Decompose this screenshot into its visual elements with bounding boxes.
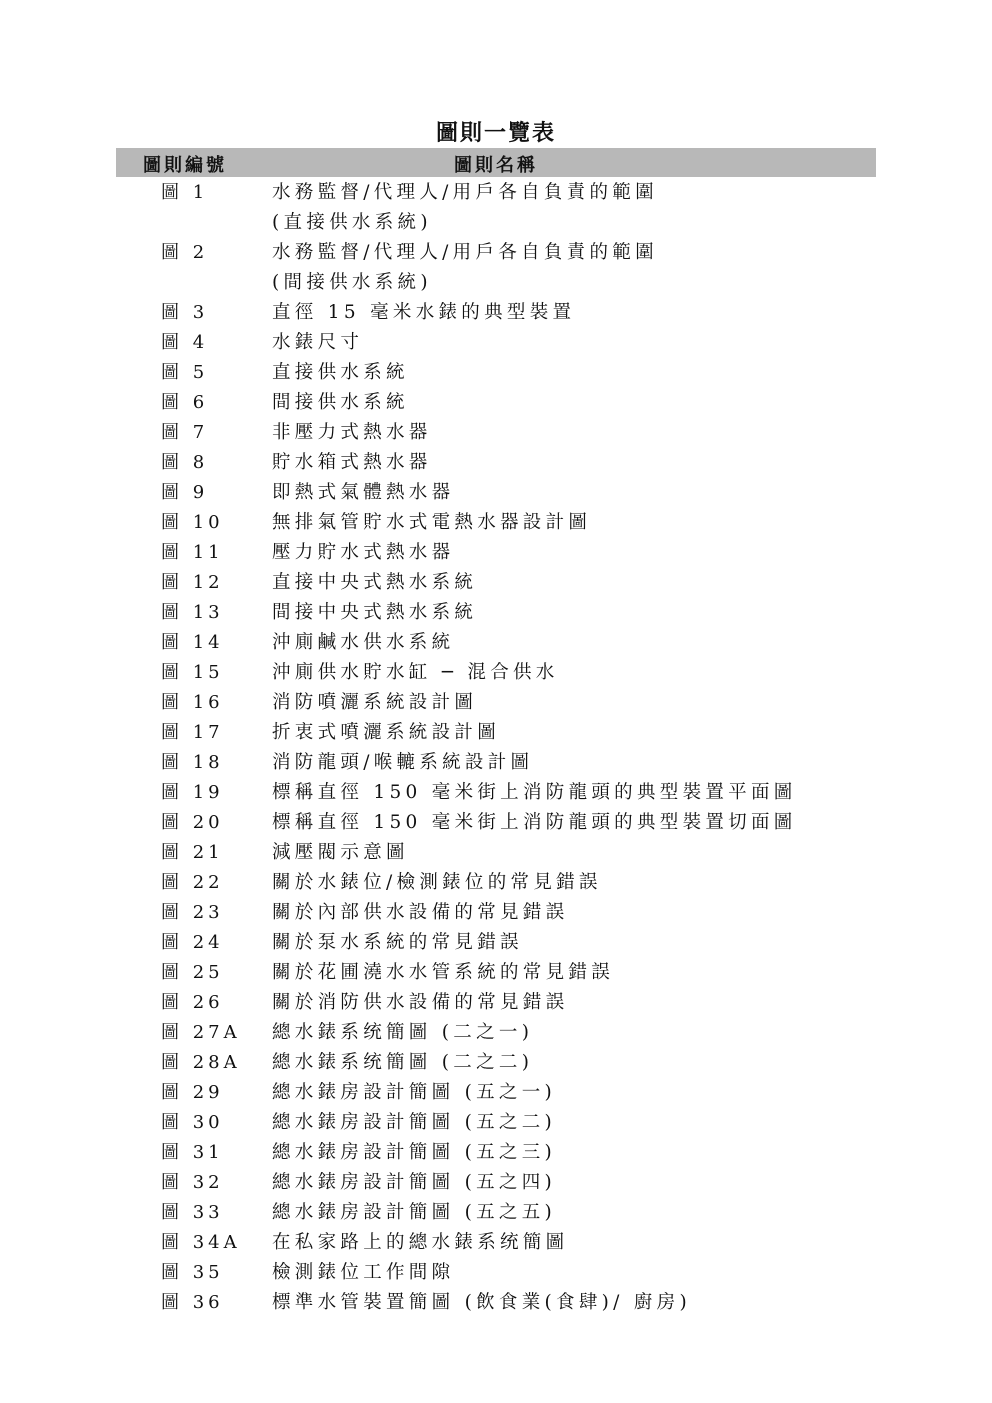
list-item [0,388,992,418]
drawing-name: 消防龍頭/喉轆系統設計圖 [272,752,534,773]
list-item [0,298,992,328]
drawing-name: 沖廁供水貯水缸 ─ 混合供水 [272,662,559,683]
drawing-name: 即熱式氣體熱水器 [272,482,455,503]
drawing-number: 圖 24 [161,932,224,953]
list-item [0,448,992,478]
list-item [0,328,992,358]
drawing-name: 標稱直徑 150 毫米街上消防龍頭的典型裝置平面圖 [272,782,797,803]
list-item [0,868,992,898]
drawing-number: 圖 17 [161,722,224,743]
drawing-number: 圖 4 [161,332,209,353]
list-item [0,958,992,988]
drawing-number: 圖 14 [161,632,224,653]
page-title: 圖則一覽表 [435,121,556,146]
drawing-name: 水務監督/代理人/用戶各自負責的範圍 [272,242,658,263]
drawing-number: 圖 25 [161,962,224,983]
list-item [0,688,992,718]
drawing-list [0,178,992,1318]
drawing-name: 消防噴灑系統設計圖 [272,692,478,713]
drawing-name: 總水錶房設計簡圖 (五之二) [272,1112,557,1133]
drawing-name: 關於消防供水設備的常見錯誤 [272,992,569,1013]
drawing-number: 圖 7 [161,422,209,443]
drawing-number: 圖 30 [161,1112,224,1133]
drawing-name: 關於水錶位/檢測錶位的常見錯誤 [272,872,602,893]
drawing-number: 圖 26 [161,992,224,1013]
drawing-number: 圖 20 [161,812,224,833]
drawing-name: 關於內部供水設備的常見錯誤 [272,902,569,923]
list-item [0,478,992,508]
drawing-number: 圖 3 [161,302,209,323]
list-item [0,898,992,928]
table-header [116,148,876,177]
drawing-number: 圖 8 [161,452,209,473]
drawing-name: 總水錶房設計簡圖 (五之四) [272,1172,557,1193]
drawing-number: 圖 2 [161,242,209,263]
list-item [0,1258,992,1288]
header-drawing-name: 圖則名稱 [454,155,538,176]
list-item [0,568,992,598]
drawing-number: 圖 35 [161,1262,224,1283]
drawing-name: 壓力貯水式熱水器 [272,542,455,563]
list-item [0,538,992,568]
drawing-number: 圖 28A [161,1052,241,1073]
drawing-number: 圖 5 [161,362,209,383]
drawing-name: 水務監督/代理人/用戶各自負責的範圍 [272,182,658,203]
list-item [0,628,992,658]
drawing-name: 在私家路上的總水錶系统簡圖 [272,1232,569,1253]
drawing-number: 圖 6 [161,392,209,413]
list-item [0,508,992,538]
drawing-number: 圖 21 [161,842,224,863]
list-item [0,1078,992,1108]
drawing-number: 圖 16 [161,692,224,713]
list-item [0,658,992,688]
drawing-number: 圖 36 [161,1292,224,1313]
drawing-number: 圖 18 [161,752,224,773]
list-item [0,838,992,868]
drawing-number: 圖 10 [161,512,224,533]
drawing-number: 圖 33 [161,1202,224,1223]
list-item [0,1018,992,1048]
list-item [0,178,992,238]
drawing-name: 直接中央式熱水系統 [272,572,478,593]
drawing-number: 圖 32 [161,1172,224,1193]
drawing-number: 圖 9 [161,482,209,503]
drawing-name: (直接供水系統) [272,212,432,233]
drawing-number: 圖 34A [161,1232,241,1253]
drawing-number: 圖 22 [161,872,224,893]
list-item [0,988,992,1018]
list-item [0,358,992,388]
drawing-name: 減壓閥示意圖 [272,842,409,863]
drawing-name: 貯水箱式熱水器 [272,452,432,473]
drawing-name: 總水錶系统簡圖 (二之一) [272,1022,534,1043]
drawing-name: 間接供水系統 [272,392,409,413]
drawing-name: 總水錶房設計簡圖 (五之一) [272,1082,557,1103]
list-item [0,808,992,838]
list-item [0,238,992,298]
drawing-name: 間接中央式熱水系統 [272,602,478,623]
drawing-name: 總水錶房設計簡圖 (五之三) [272,1142,557,1163]
list-item [0,1108,992,1138]
drawing-name: 無排氣管貯水式電熱水器設計圖 [272,512,592,533]
list-item [0,778,992,808]
drawing-number: 圖 23 [161,902,224,923]
list-item [0,1168,992,1198]
drawing-name: 折衷式噴灑系統設計圖 [272,722,501,743]
drawing-name: (間接供水系統) [272,272,432,293]
list-item [0,1198,992,1228]
drawing-name: 水錶尺寸 [272,332,364,353]
drawing-name: 非壓力式熱水器 [272,422,432,443]
drawing-number: 圖 31 [161,1142,224,1163]
list-item [0,1288,992,1318]
list-item [0,1138,992,1168]
drawing-number: 圖 13 [161,602,224,623]
drawing-number: 圖 19 [161,782,224,803]
drawing-name: 總水錶系统簡圖 (二之二) [272,1052,534,1073]
drawing-number: 圖 12 [161,572,224,593]
drawing-name: 關於花圃澆水水管系統的常見錯誤 [272,962,615,983]
list-item [0,1048,992,1078]
list-item [0,748,992,778]
drawing-name: 直徑 15 毫米水錶的典型裝置 [272,302,576,323]
drawing-number: 圖 27A [161,1022,241,1043]
drawing-number: 圖 15 [161,662,224,683]
header-drawing-number: 圖則編號 [143,155,227,176]
drawing-name: 標準水管裝置簡圖 (飲食業(食肆)/ 廚房) [272,1292,691,1313]
drawing-name: 直接供水系統 [272,362,409,383]
drawing-name: 總水錶房設計簡圖 (五之五) [272,1202,557,1223]
list-item [0,928,992,958]
drawing-name: 關於泵水系統的常見錯誤 [272,932,523,953]
drawing-name: 檢測錶位工作間隙 [272,1262,455,1283]
drawing-name: 標稱直徑 150 毫米街上消防龍頭的典型裝置切面圖 [272,812,797,833]
list-item [0,598,992,628]
list-item [0,1228,992,1258]
drawing-number: 圖 1 [161,182,209,203]
list-item [0,418,992,448]
drawing-number: 圖 29 [161,1082,224,1103]
drawing-name: 沖廁鹹水供水系統 [272,632,455,653]
drawing-number: 圖 11 [161,542,224,563]
list-item [0,718,992,748]
